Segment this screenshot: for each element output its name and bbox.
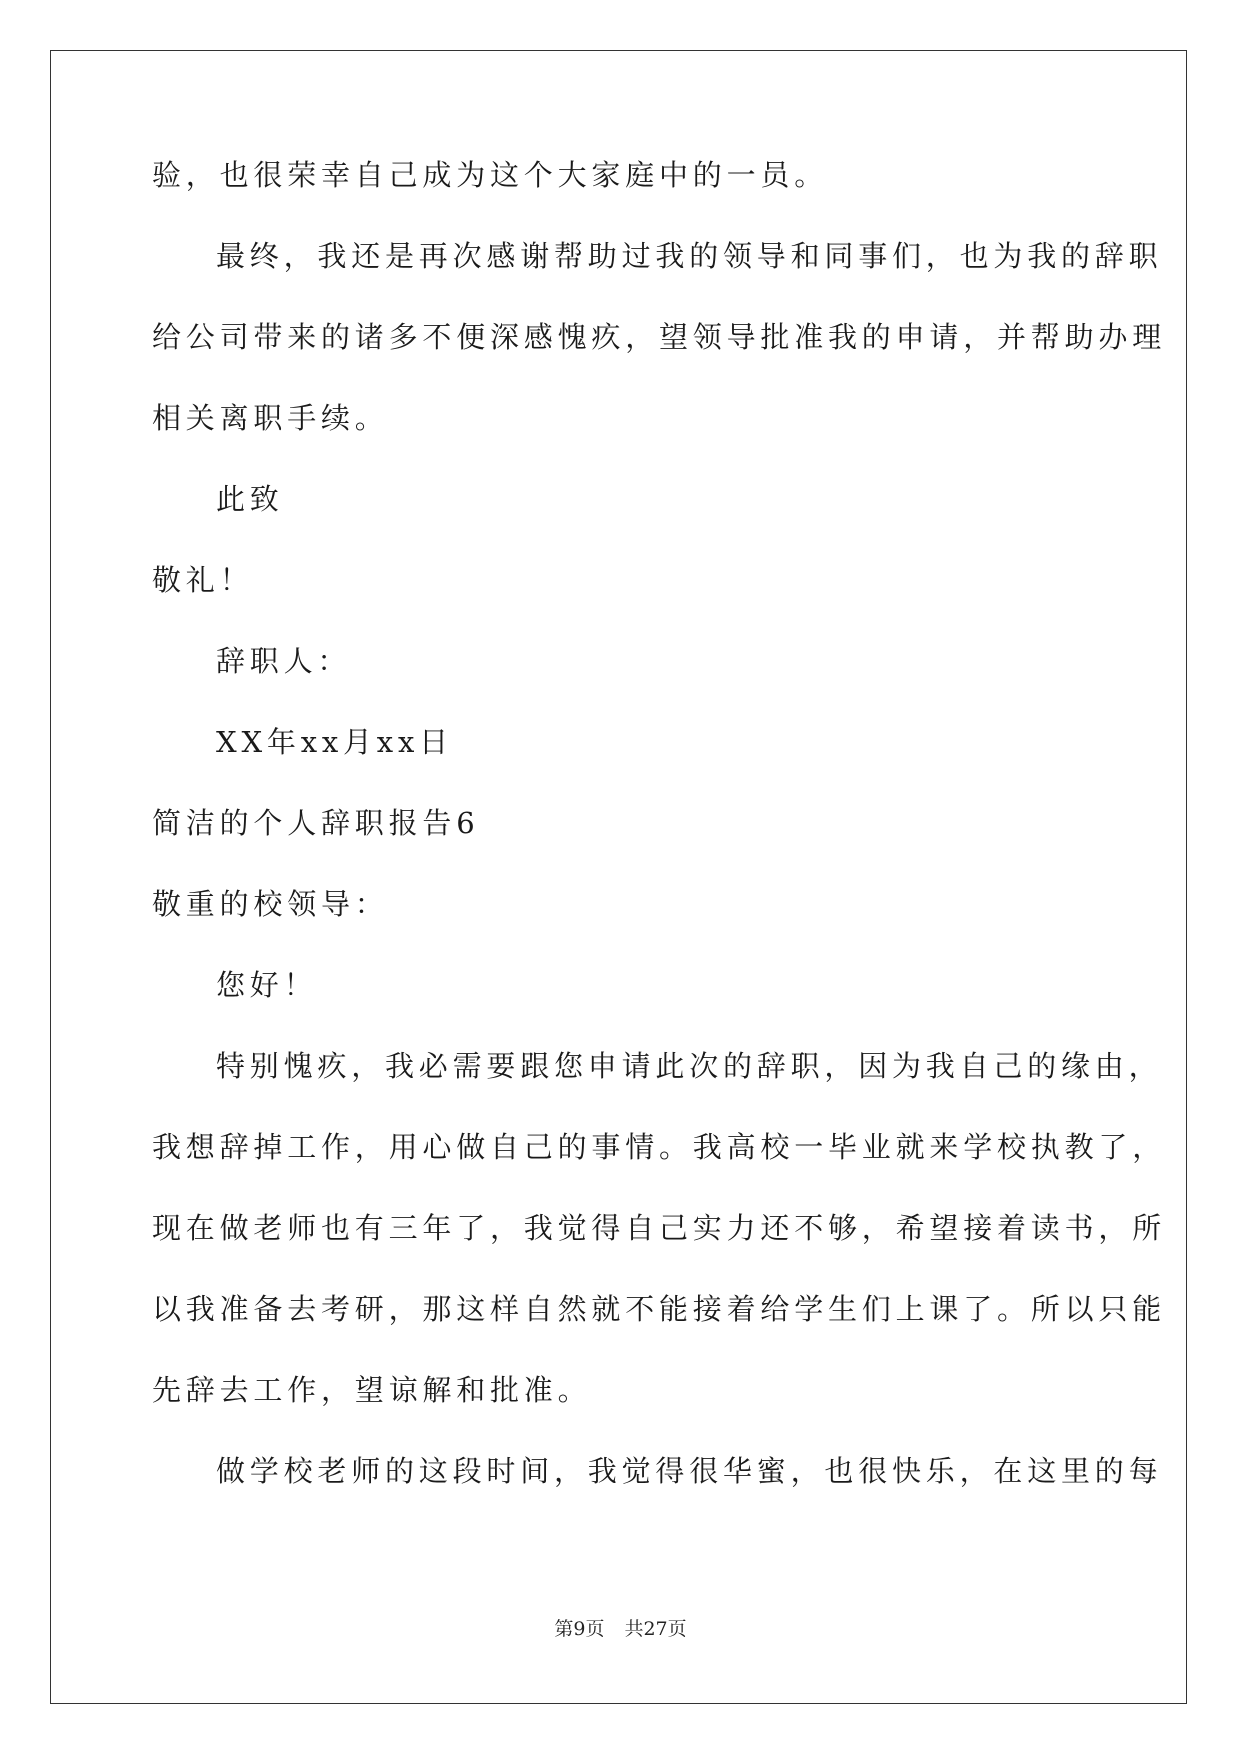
document-body bbox=[152, 158, 1167, 1537]
text-line: 做学校老师的这段时间，我觉得很华蜜，也很快乐，在这里的每 bbox=[216, 1454, 1163, 1488]
text-line: 现在做老师也有三年了，我觉得自己实力还不够，希望接着读书，所 bbox=[152, 1211, 1167, 1245]
text-line: 验，也很荣幸自己成为这个大家庭中的一员。 bbox=[152, 158, 829, 192]
text-line: 我想辞掉工作，用心做自己的事情。我高校一毕业就来学校执教了， bbox=[152, 1130, 1167, 1164]
closing-salutation: 此致 bbox=[216, 482, 284, 516]
text-line: 先辞去工作，望谅解和批准。 bbox=[152, 1373, 592, 1407]
signature-label: 辞职人： bbox=[216, 644, 352, 678]
text-line: 以我准备去考研，那这样自然就不能接着给学生们上课了。所以只能 bbox=[152, 1292, 1167, 1326]
greeting: 您好！ bbox=[216, 968, 318, 1002]
section-title: 简洁的个人辞职报告6 bbox=[152, 806, 480, 840]
text-line: 给公司带来的诸多不便深感愧疚，望领导批准我的申请，并帮助办理 bbox=[152, 320, 1167, 354]
text-line: 最终，我还是再次感谢帮助过我的领导和同事们，也为我的辞职 bbox=[216, 239, 1163, 273]
closing-regards: 敬礼！ bbox=[152, 563, 254, 597]
text-line: 相关离职手续。 bbox=[152, 401, 389, 435]
text-line: 特别愧疚，我必需要跟您申请此次的辞职，因为我自己的缘由， bbox=[216, 1049, 1163, 1083]
page-total: 共27页 bbox=[624, 1618, 687, 1640]
page-number: 第9页 bbox=[554, 1618, 605, 1640]
salutation: 敬重的校领导： bbox=[152, 887, 389, 921]
page-footer bbox=[0, 1618, 1241, 1640]
date-line: XX年xx月xx日 bbox=[216, 725, 453, 759]
